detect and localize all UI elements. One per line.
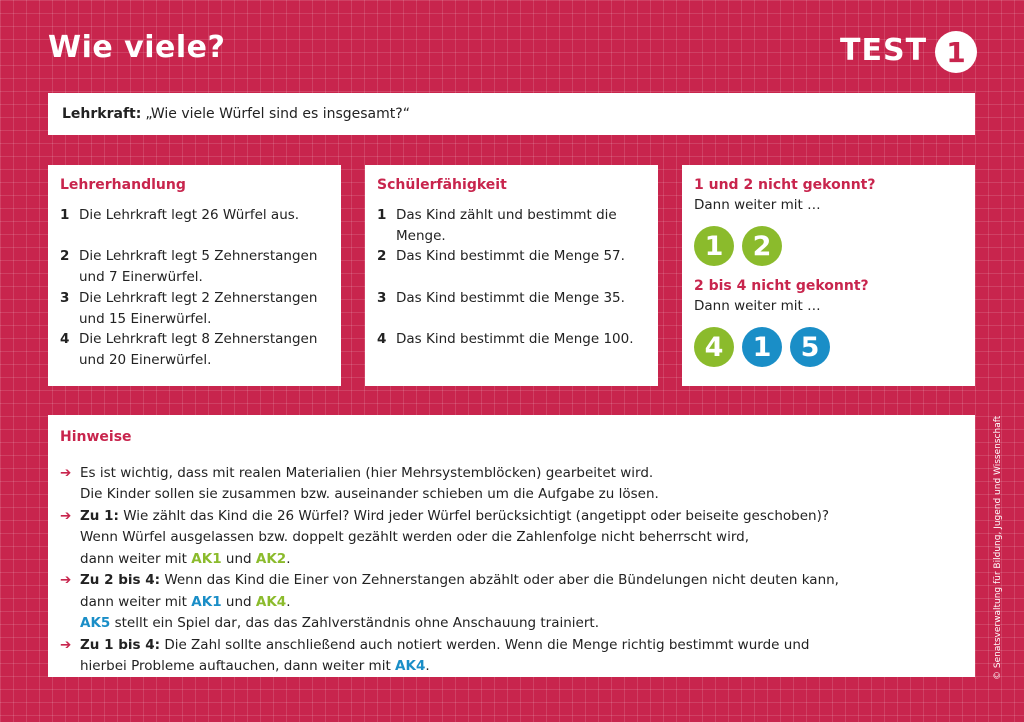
note-text: dann weiter mit (80, 593, 187, 610)
list-item (60, 246, 333, 288)
item-text: Die Lehrkraft legt 5 Zehnerstangen und 7 Einerwürfel. (79, 248, 318, 285)
note-label: Zu 1 bis 4: (80, 636, 161, 653)
item-number: 3 (60, 290, 70, 306)
note-text: und (225, 593, 252, 610)
list-item (377, 205, 650, 247)
item-number: 4 (377, 331, 387, 347)
item-text: Das Kind bestimmt die Menge 100. (396, 331, 634, 347)
note-text: . (425, 658, 430, 674)
list-item (377, 246, 650, 267)
note-line (60, 635, 963, 657)
item-text: Das Kind bestimmt die Menge 35. (396, 290, 625, 306)
note-line (60, 463, 963, 485)
note-line (60, 656, 963, 678)
ak-link: AK1 (191, 550, 222, 567)
ak-circle-4: 4 (694, 327, 734, 367)
note-label: Zu 1: (80, 507, 119, 524)
group2-subtext: Dann weiter mit … (694, 298, 821, 314)
item-text: Das Kind zählt und bestimmt die Menge. (396, 207, 617, 244)
list-item (60, 288, 333, 330)
ak-link: AK2 (255, 550, 287, 567)
note-text: dann weiter mit (80, 550, 187, 567)
item-number: 1 (60, 207, 70, 223)
schuelerfaehigkeit-box (365, 165, 658, 386)
note-text: . (286, 550, 291, 567)
group2-circles (694, 327, 963, 367)
group2-heading: 2 bis 4 nicht gekonnt? (694, 278, 869, 294)
ak-link: AK5 (80, 615, 111, 631)
item-number: 2 (377, 248, 387, 264)
item-text: Die Lehrkraft legt 8 Zehnerstangen und 20 Einerwürfel. (79, 331, 318, 368)
prompt-text: „Wie viele Würfel sind es insgesamt?“ (145, 106, 410, 122)
note-text: Es ist wichtig, dass mit realen Materialien (hier Mehrsystemblöcken) gearbeitet wird. (80, 464, 654, 481)
note-text: und (225, 550, 252, 567)
list-item (377, 288, 650, 309)
ak-link: AK1 (191, 593, 222, 610)
page-title: Wie viele? (48, 30, 226, 65)
ak-circle-1: 1 (694, 226, 734, 266)
test-number-badge: 1 (935, 31, 977, 73)
note-text: stellt ein Spiel dar, das das Zahlverständnis ohne Anschauung trainiert. (114, 615, 599, 631)
test-label: TEST (840, 33, 928, 68)
lehrerhandlung-box (48, 165, 341, 386)
lehrerhandlung-heading: Lehrerhandlung (60, 177, 186, 193)
item-number: 4 (60, 331, 70, 347)
hinweise-heading: Hinweise (60, 429, 132, 445)
item-text: Die Lehrkraft legt 26 Würfel aus. (79, 207, 300, 223)
prompt-label: Lehrkraft: (62, 106, 142, 122)
arrow-right-icon: ➔ (60, 636, 72, 653)
schuelerfaehigkeit-heading: Schülerfähigkeit (377, 177, 507, 193)
note-text: hierbei Probleme auftauchen, dann weiter mit (80, 658, 391, 674)
item-text: Die Lehrkraft legt 2 Zehnerstangen und 15 Einerwürfel. (79, 290, 318, 327)
ak-link: AK4 (255, 593, 287, 610)
item-text: Das Kind bestimmt die Menge 57. (396, 248, 625, 264)
note-line (60, 592, 963, 614)
note-text: Wenn das Kind die Einer von Zehnerstangen abzählt oder aber die Bündelungen nicht deuten kann, (164, 572, 839, 588)
note-text: Die Kinder sollen sie zusammen bzw. auseinander schieben um die Aufgabe zu lösen. (80, 486, 659, 502)
item-number: 2 (60, 248, 70, 264)
ak-circle-1: 1 (742, 327, 782, 367)
note-line (60, 549, 963, 571)
ak-circle-5: 5 (790, 327, 830, 367)
list-item (60, 205, 333, 226)
note-line (60, 613, 963, 635)
arrow-right-icon: ➔ (60, 572, 72, 588)
weiter-box (682, 165, 975, 386)
item-number: 3 (377, 290, 387, 306)
list-item (60, 329, 333, 371)
item-number: 1 (377, 207, 387, 223)
note-text: . (286, 593, 291, 610)
note-line (60, 506, 963, 528)
teacher-prompt-box (48, 93, 975, 135)
list-item (377, 329, 650, 350)
arrow-right-icon: ➔ (60, 464, 72, 481)
note-line (60, 570, 963, 592)
ak-circle-2: 2 (742, 226, 782, 266)
group1-circles (694, 226, 963, 266)
copyright-credit: © Senatsverwaltung für Bildung, Jugend und Wissenschaft (993, 415, 1003, 680)
ak-link: AK4 (395, 658, 426, 674)
note-text: Die Zahl sollte anschließend auch notiert werden. Wenn die Menge richtig bestimmt wurde und (164, 636, 810, 653)
note-text: Wenn Würfel ausgelassen bzw. doppelt gezählt werden oder die Zahlenfolge nicht beherrscht wird, (80, 529, 750, 545)
note-text: Wie zählt das Kind die 26 Würfel? Wird jeder Würfel berücksichtigt (angetippt oder beiseite geschoben)? (123, 507, 829, 524)
note-label: Zu 2 bis 4: (80, 572, 161, 588)
group1-subtext: Dann weiter mit … (694, 197, 821, 213)
hinweise-box (48, 415, 975, 677)
group1-heading: 1 und 2 nicht gekonnt? (694, 177, 876, 193)
arrow-right-icon: ➔ (60, 507, 72, 524)
